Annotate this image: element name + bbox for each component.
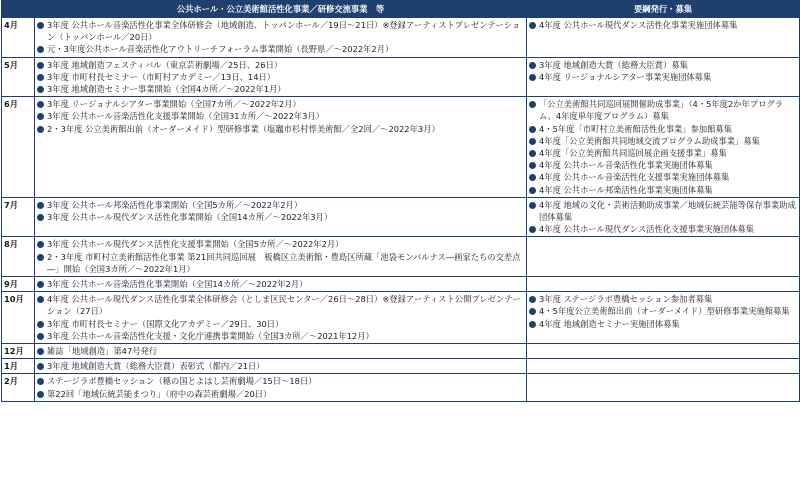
activity-item (37, 19, 524, 43)
bullet-icon (529, 226, 536, 233)
bullet-icon (37, 202, 44, 209)
item-text: 第22回「地域伝統芸能まつり」（府中の森芸術劇場／20日） (47, 388, 272, 399)
month-cell: 1月 (2, 359, 35, 374)
item-text: 2・3年度 公立美術館出前（オーダーメイド）型研修事業（塩竈市杉村惇美術館／全2回／〜2022年3月） (47, 123, 440, 134)
recruitment-item (529, 171, 797, 183)
activities-cell (35, 374, 527, 401)
recruitment-item (529, 123, 797, 135)
item-text: 4年度 地域の文化・芸術活動助成事業／地域伝統芸能等保存事業助成団体募集 (539, 199, 796, 223)
bullet-icon (529, 138, 536, 145)
recruitment-cell (527, 292, 800, 344)
bullet-icon (529, 321, 536, 328)
recruitment-item (529, 184, 797, 196)
activities-cell (35, 237, 527, 277)
item-text: 3年度 公共ホール音楽活性化支援事業開始（全国31カ所／〜2022年3月） (47, 111, 325, 122)
activity-item (37, 251, 524, 275)
month-cell: 4月 (2, 18, 35, 58)
month-cell: 8月 (2, 237, 35, 277)
bullet-icon (529, 74, 536, 81)
bullet-icon (37, 391, 44, 398)
activities-cell (35, 97, 527, 198)
item-text: 「公立美術館共同巡回展開催助成事業」（4・5年度2か年プログラム、4年度単年度プログラム）募集 (539, 99, 784, 122)
item-text: 3年度 ステージラボ豊橋セッション参加者募集 (539, 294, 713, 305)
recruitment-cell (527, 97, 800, 198)
table-row (2, 97, 800, 198)
recruitment-item (529, 159, 797, 171)
item-text: 3年度 リージョナルシアター事業開始（全国7カ所／〜2022年2月） (47, 99, 301, 110)
recruitment-cell (527, 197, 800, 237)
item-text: ステージラボ豊橋セッション（穂の国とよはし芸術劇場／15日〜18日） (47, 376, 317, 387)
activity-item (37, 43, 524, 55)
bullet-icon (529, 62, 536, 69)
item-text: 4年度 公共ホール現代ダンス活性化事業実施団体募集 (539, 20, 738, 30)
activity-item (37, 318, 524, 330)
item-text: 2・3年度 市町村立美術館活性化事業 第21回共同巡回展 板橋区立美術館・豊島区所蔵「池袋モンパルナス―画家たちの交差点―」開始（全国3カ所／〜2022年1月） (47, 251, 521, 274)
recruitment-cell (527, 277, 800, 292)
activity-item (37, 345, 524, 357)
month-cell: 9月 (2, 277, 35, 292)
recruitment-cell (527, 359, 800, 374)
item-text: 4年度 公共ホール邦楽活性化事業実施団体募集 (539, 184, 713, 195)
item-text: 3年度 市町村長セミナー（国際文化アカデミー／29日、30日） (47, 318, 284, 329)
bullet-icon (37, 62, 44, 69)
activity-item (37, 98, 524, 110)
activity-item (37, 360, 524, 372)
bullet-icon (37, 378, 44, 385)
item-text: 4年度「公立美術館共同地域交流プログラム助成事業」募集 (539, 135, 760, 146)
activity-item (37, 388, 524, 400)
activity-item (37, 293, 524, 317)
bullet-icon (529, 202, 536, 209)
bullet-icon (37, 241, 44, 248)
item-text: 元・3年度公共ホール音楽活性化アウトリーチフォーラム事業開始（長野県／〜2022年2月） (47, 44, 394, 55)
recruitment-item (529, 223, 797, 235)
table-row (2, 197, 800, 237)
bullet-icon (37, 74, 44, 81)
bullet-icon (37, 214, 44, 221)
month-cell: 5月 (2, 57, 35, 97)
item-text: 3年度 地域創造フェスティバル（東京芸術劇場／25日、26日） (47, 59, 283, 70)
bullet-icon (529, 22, 536, 29)
recruitment-item (529, 318, 797, 330)
bullet-icon (529, 126, 536, 133)
recruitment-cell (527, 237, 800, 277)
activities-cell (35, 18, 527, 58)
month-cell: 12月 (2, 344, 35, 359)
bullet-icon (37, 296, 44, 303)
recruitment-item (529, 293, 797, 305)
header-month (2, 1, 35, 18)
bullet-icon (37, 333, 44, 340)
recruitment-item (529, 199, 797, 223)
item-text: 3年度 公共ホール現代ダンス活性化支援事業開始（全国5カ所／〜2022年2月） (47, 239, 344, 250)
activities-cell (35, 57, 527, 97)
bullet-icon (529, 162, 536, 169)
recruitment-item (529, 98, 797, 122)
activity-item (37, 211, 524, 223)
activity-item (37, 83, 524, 95)
table-row (2, 292, 800, 344)
activity-item (37, 238, 524, 250)
item-text: 4年度 地域創造セミナー実施団体募集 (539, 318, 680, 329)
month-cell: 2月 (2, 374, 35, 401)
activity-item (37, 199, 524, 211)
bullet-icon (37, 86, 44, 93)
recruitment-item (529, 59, 797, 71)
schedule-table (1, 0, 800, 402)
item-text: 4・5年度公立美術館出前（オーダーメイド）型研修事業実施館募集 (539, 306, 790, 317)
item-text: 4年度 公共ホール現代ダンス活性化支援事業実施団体募集 (539, 224, 755, 235)
item-text: 3年度 公共ホール音楽活性化事業全体研修会（地域創造、トッパンホール／19日〜21日）※登録アーティストプレゼンテーション（トッパンホール／20日） (47, 20, 521, 43)
bullet-icon (529, 296, 536, 303)
bullet-icon (37, 113, 44, 120)
recruitment-cell (527, 344, 800, 359)
bullet-icon (529, 150, 536, 157)
bullet-icon (37, 22, 44, 29)
activities-cell (35, 359, 527, 374)
month-cell: 7月 (2, 197, 35, 237)
item-text: 4年度 公共ホール現代ダンス活性化事業全体研修会（としま区民センター／26日〜28日）※登録アーティスト公開プレゼンテーション（27日） (47, 294, 521, 317)
table-row (2, 374, 800, 401)
recruitment-item (529, 135, 797, 147)
item-text: 3年度 地域創造大賞（総務大臣賞）募集 (539, 59, 688, 70)
activity-item (37, 59, 524, 71)
activity-item (37, 375, 524, 387)
recruitment-item (529, 147, 797, 159)
activity-item (37, 71, 524, 83)
bullet-icon (37, 363, 44, 370)
item-text: 4年度 リージョナルシアター事業実施団体募集 (539, 71, 712, 82)
bullet-icon (529, 174, 536, 181)
item-text: 4・5年度「市町村立美術館活性化事業」参加館募集 (539, 123, 733, 134)
item-text: 4年度 公共ホール音楽活性化事業実施団体募集 (539, 160, 713, 171)
recruitment-cell (527, 18, 800, 58)
bullet-icon (37, 281, 44, 288)
bullet-icon (529, 187, 536, 194)
table-header-row (2, 1, 800, 18)
activity-item (37, 123, 524, 135)
bullet-icon (37, 348, 44, 355)
recruitment-item (529, 305, 797, 317)
bullet-icon (37, 101, 44, 108)
bullet-icon (37, 254, 44, 261)
activity-item (37, 330, 524, 342)
bullet-icon (529, 101, 536, 108)
item-text: 3年度 地域創造大賞（総務大臣賞）表彰式（都内／21日） (47, 361, 265, 372)
item-text: 4年度「公立美術館共同巡回展企画支援事業」募集 (539, 148, 727, 159)
bullet-icon (37, 126, 44, 133)
item-text: 雑誌「地域創造」第47号発行 (47, 346, 158, 357)
table-row (2, 18, 800, 58)
item-text: 3年度 公共ホール邦楽活性化事業開始（全国5カ所／〜2022年2月） (47, 199, 303, 210)
header-activities: 公共ホール・公立美術館活性化事業／研修交流事業 等 (35, 1, 527, 18)
header-recruitment: 要綱発行・募集 (527, 1, 800, 18)
activities-cell (35, 292, 527, 344)
activities-cell (35, 277, 527, 292)
bullet-icon (37, 321, 44, 328)
table-row (2, 359, 800, 374)
month-cell: 6月 (2, 97, 35, 198)
table-row (2, 277, 800, 292)
item-text: 3年度 市町村長セミナー（市町村アカデミー／13日、14日） (47, 71, 276, 82)
recruitment-cell (527, 57, 800, 97)
item-text: 3年度 公共ホール現代ダンス活性化事業開始（全国14カ所／〜2022年3月） (47, 212, 333, 223)
item-text: 4年度 公共ホール音楽活性化支援事業実施団体募集 (539, 172, 730, 183)
table-row (2, 237, 800, 277)
item-text: 3年度 公共ホール音楽活性化事業開始（全国14カ所／〜2022年2月） (47, 279, 308, 290)
item-text: 3年度 公共ホール音楽活性化支援・文化庁連携事業開始（全国3カ所／〜2021年12月） (47, 330, 374, 341)
table-row (2, 344, 800, 359)
recruitment-cell (527, 374, 800, 401)
bullet-icon (37, 46, 44, 53)
recruitment-item (529, 19, 797, 31)
activity-item (37, 278, 524, 290)
activity-item (37, 110, 524, 122)
month-cell: 10月 (2, 292, 35, 344)
bullet-icon (529, 308, 536, 315)
activities-cell (35, 197, 527, 237)
table-row (2, 57, 800, 97)
activities-cell (35, 344, 527, 359)
recruitment-item (529, 71, 797, 83)
item-text: 3年度 地域創造セミナー事業開始（全国4カ所／〜2022年1月） (47, 84, 286, 95)
